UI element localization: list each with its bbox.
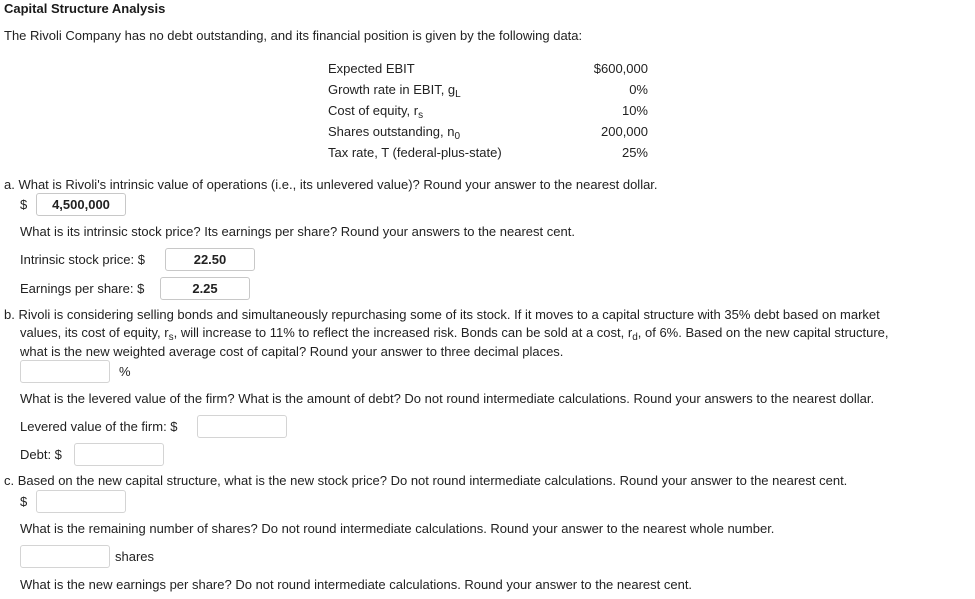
- part-b-question-line-2: [20, 325, 889, 343]
- row-value: 0%: [629, 82, 648, 97]
- row-value: 25%: [621, 145, 648, 160]
- row-label-sub: s: [418, 110, 424, 121]
- levered-value-label: Levered value of the firm: $: [20, 419, 178, 434]
- part-b-question-line-3: what is the new weighted average cost of capital? Round your answer to three decimal places.: [20, 344, 564, 359]
- row-label: [328, 103, 424, 121]
- eps-label: Earnings per share: $: [20, 281, 145, 296]
- shares-unit: shares: [115, 549, 155, 564]
- value-of-operations-input[interactable]: [36, 193, 126, 216]
- part-c-question: c. Based on the new capital structure, what is the new stock price? Do not round intermediate calculations. Round your answer to the nearest cent.: [4, 473, 848, 488]
- levered-value-input[interactable]: [197, 415, 287, 438]
- row-label-text: Shares outstanding, n: [328, 124, 455, 139]
- new-stock-price-input[interactable]: [36, 490, 126, 513]
- row-label-sub: 0: [454, 131, 461, 142]
- eps-input[interactable]: [160, 277, 250, 300]
- part-b-question-line-1: b. Rivoli is considering selling bonds and simultaneously repurchasing some of its stock. If it moves to a capital structure with 35% debt based on market: [4, 307, 880, 322]
- part-a-question: a. What is Rivoli's intrinsic value of operations (i.e., its unlevered value)? Round your answer to the nearest dollar.: [4, 177, 658, 192]
- remaining-shares-input[interactable]: [20, 545, 110, 568]
- wacc-input[interactable]: [20, 360, 110, 383]
- currency-symbol: $: [20, 494, 28, 509]
- q-sub: s: [168, 332, 174, 343]
- row-label-sub: L: [455, 89, 461, 100]
- intro-text: The Rivoli Company has no debt outstanding, and its financial position is given by the following data:: [4, 28, 583, 43]
- q-text: values, its cost of equity, r: [20, 325, 169, 340]
- row-value: 200,000: [601, 124, 648, 139]
- currency-symbol: $: [20, 197, 28, 212]
- q-sub: d: [632, 332, 638, 343]
- intrinsic-price-input[interactable]: [165, 248, 255, 271]
- q-text: , will increase to 11% to reflect the increased risk. Bonds can be sold at a cost, r: [173, 325, 633, 340]
- debt-label: Debt: $: [20, 447, 62, 462]
- part-b-question-2: What is the levered value of the firm? What is the amount of debt? Do not round intermediate calculations. Round your answers to the nearest dollar.: [20, 391, 875, 406]
- row-label: [328, 124, 461, 142]
- row-label: Tax rate, T (federal-plus-state): [328, 145, 502, 160]
- part-a-question-2: What is its intrinsic stock price? Its earnings per share? Round your answers to the nearest cent.: [20, 224, 575, 239]
- table-row: [328, 82, 648, 100]
- part-c-question-2: What is the remaining number of shares? Do not round intermediate calculations. Round your answer to the nearest whole number.: [20, 521, 775, 536]
- row-label-text: Cost of equity, r: [328, 103, 419, 118]
- page-title: Capital Structure Analysis: [4, 1, 166, 16]
- table-row: [328, 145, 648, 163]
- table-row: [328, 61, 648, 79]
- row-label: Expected EBIT: [328, 61, 415, 76]
- debt-input[interactable]: [74, 443, 164, 466]
- wacc-unit: %: [119, 364, 131, 379]
- row-label-text: Growth rate in EBIT, g: [328, 82, 456, 97]
- q-text: , of 6%. Based on the new capital structure,: [637, 325, 889, 340]
- row-value: $600,000: [593, 61, 648, 76]
- row-label: [328, 82, 461, 100]
- intrinsic-price-label: Intrinsic stock price: $: [20, 252, 145, 267]
- table-row: [328, 124, 648, 142]
- row-value: 10%: [621, 103, 648, 118]
- table-row: [328, 103, 648, 121]
- part-c-question-3: What is the new earnings per share? Do not round intermediate calculations. Round your answer to the nearest cent.: [20, 577, 693, 592]
